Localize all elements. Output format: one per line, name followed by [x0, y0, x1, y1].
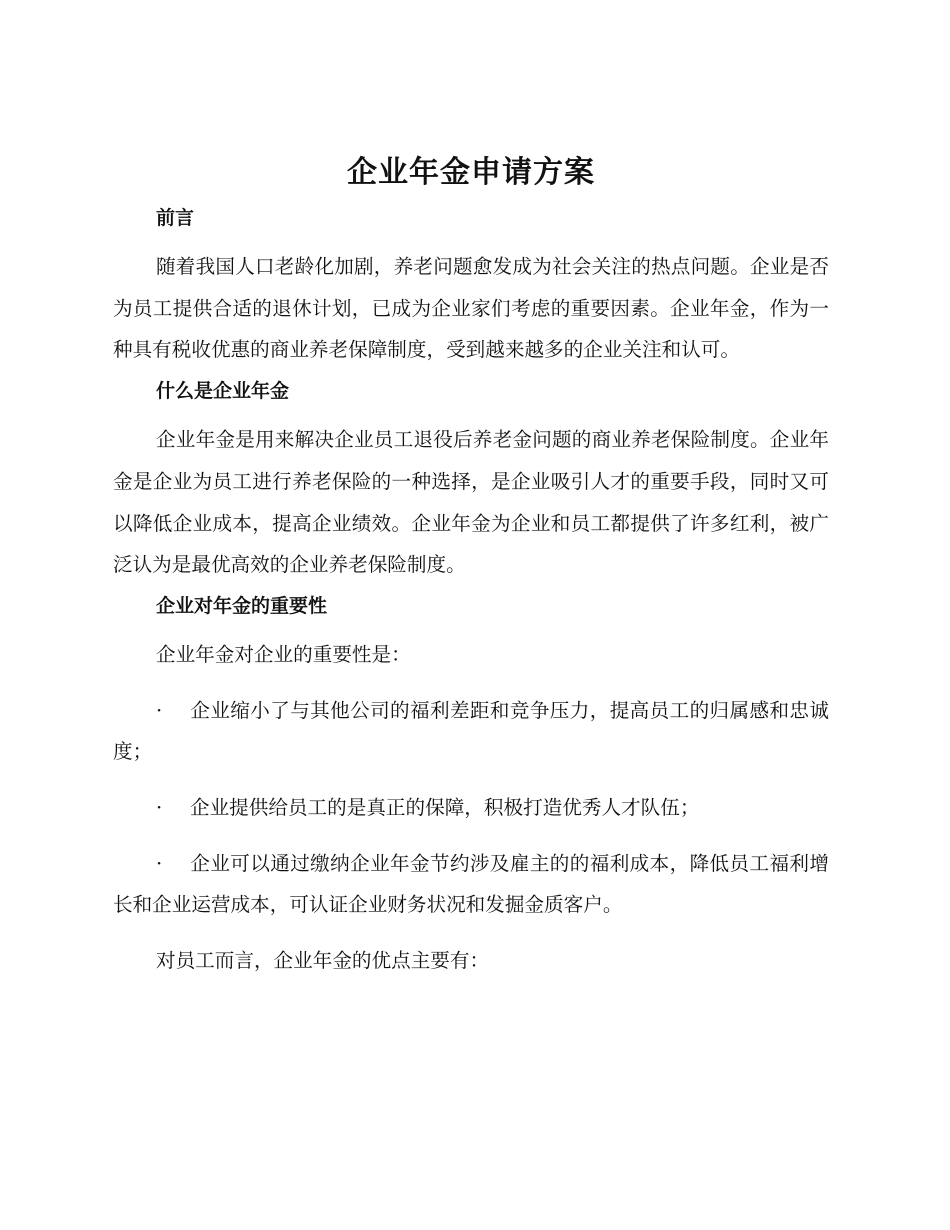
list-item: [113, 843, 829, 926]
list-item-text: 企业缩小了与其他公司的福利差距和竞争压力，提高员工的归属感和忠诚度；: [113, 698, 829, 764]
list-item-text: 企业可以通过缴纳企业年金节约涉及雇主的的福利成本，降低员工福利增长和企业运营成本，可认证企业财务状况和发掘金质客户。: [113, 851, 829, 917]
preface-paragraph: 随着我国人口老龄化加剧，养老问题愈发成为社会关注的热点问题。企业是否为员工提供合适的退休计划，已成为企业家们考虑的重要因素。企业年金，作为一种具有税收优惠的商业养老保障制度，受到越来越多的企业关注和认可。: [113, 255, 829, 362]
employee-benefits-intro: 对员工而言，企业年金的优点主要有：: [156, 949, 490, 973]
bullet-icon: ·: [156, 698, 163, 722]
section-heading-preface: 前言: [156, 207, 195, 229]
section-heading-what-is-annuity: 什么是企业年金: [156, 380, 290, 403]
list-item: [113, 690, 829, 773]
importance-intro: 企业年金对企业的重要性是：: [156, 642, 411, 666]
section-heading-importance: 企业对年金的重要性: [156, 594, 328, 617]
bullet-icon: ·: [156, 851, 163, 875]
list-item-text: 企业提供给员工的是真正的保障，积极打造优秀人才队伍；: [190, 796, 700, 820]
document-title: 企业年金申请方案: [347, 155, 595, 190]
document-page: [113, 148, 829, 982]
what-is-annuity-paragraph: 企业年金是用来解决企业员工退役后养老金问题的商业养老保险制度。企业年金是企业为员工进行养老保险的一种选择，是企业吸引人才的重要手段，同时又可以降低企业成本，提高企业绩效。企业年金为企业和员工都提供了许多红利，被广泛认为是最优高效的企业养老保险制度。: [113, 428, 829, 577]
bullet-icon: ·: [156, 796, 163, 820]
list-item: [113, 787, 829, 829]
